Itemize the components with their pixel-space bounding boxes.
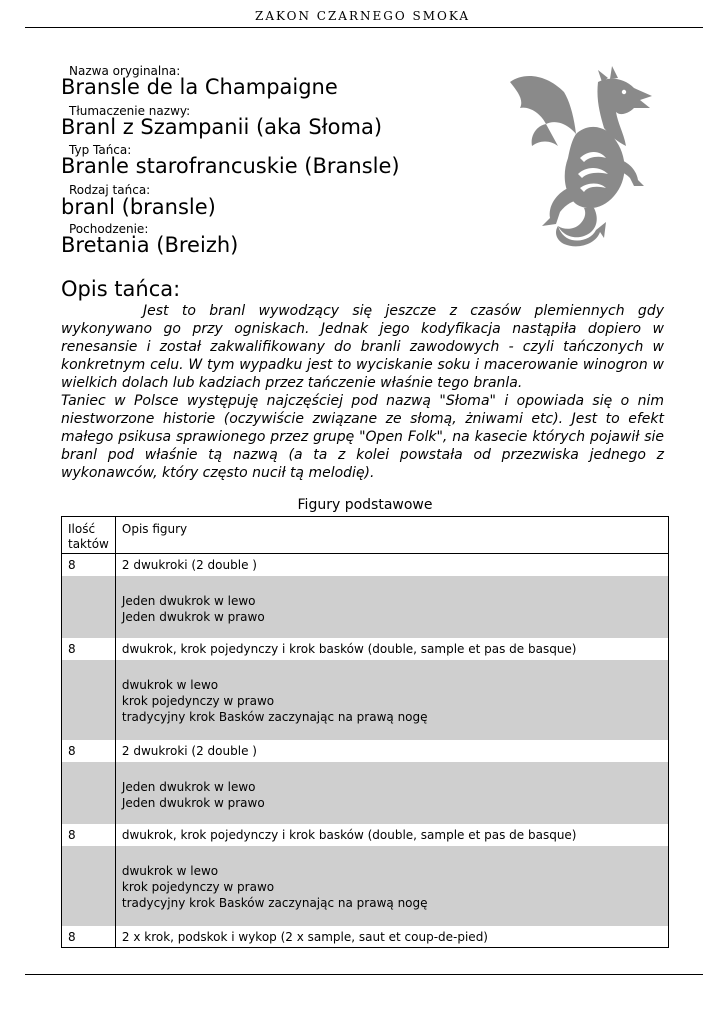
- table-detail-row: [62, 846, 669, 926]
- measures-count: 8: [62, 824, 116, 846]
- header-measures-line-1: Ilość: [68, 522, 96, 536]
- figure-details: [115, 762, 668, 824]
- page-header-title: ZAKON CZARNEGO SMOKA: [254, 9, 470, 23]
- table-row: [62, 740, 669, 762]
- footer-rule: [25, 974, 703, 975]
- dance-type-value: Branle starofrancuskie (Bransle): [61, 154, 400, 178]
- detail-line: dwukrok w lewo: [121, 863, 219, 878]
- header-rule: [25, 27, 703, 28]
- measures-count: 8: [62, 740, 116, 762]
- measures-count: 8: [62, 926, 116, 948]
- description-title: Opis tańca:: [61, 277, 181, 301]
- original-name-value: Bransle de la Champaigne: [61, 75, 338, 99]
- figure-description: dwukrok, krok pojedynczy i krok basków (double, sample et pas de basque): [115, 824, 668, 846]
- detail-line: Jeden dwukrok w lewo: [121, 779, 256, 794]
- description-paragraph-1: Jest to branl wywodzący się jeszcze z czasów plemiennych gdy wykonywano go przy ogniskach. Jednak jego kodyfikacja nastąpiła dopiero w renesansie i został zakwalifikowany do branli zawodowych - czyli tańczonych w konkretnym celu. W tym wypadku jest to wyciskanie soku i macerowanie winogron w wielkich dolach lub kadziach przez tańczenie właśnie tego branla.: [61, 303, 664, 391]
- header-figure-description: Opis figury: [115, 517, 668, 554]
- figure-description: dwukrok, krok pojedynczy i krok basków (double, sample et pas de basque): [115, 638, 668, 660]
- detail-line: Jeden dwukrok w prawo: [121, 795, 265, 810]
- detail-spacer: [62, 762, 116, 824]
- detail-spacer: [62, 846, 116, 926]
- original-name-label: Nazwa oryginalna:: [69, 64, 181, 78]
- origin-label: Pochodzenie:: [69, 222, 149, 236]
- header-measures-line-2: taktów: [68, 537, 109, 551]
- detail-line: Jeden dwukrok w lewo: [121, 593, 256, 608]
- detail-spacer: [62, 660, 116, 740]
- origin-value: Bretania (Breizh): [61, 233, 239, 257]
- figure-description: 2 dwukroki (2 double ): [115, 554, 668, 576]
- dance-kind-value: branl (bransle): [61, 195, 216, 219]
- figure-description: 2 dwukroki (2 double ): [115, 740, 668, 762]
- figure-details: [115, 660, 668, 740]
- table-header-row: [62, 517, 669, 554]
- table-row: [62, 926, 669, 948]
- figures-table: [61, 516, 669, 948]
- header-measures: [62, 517, 116, 554]
- detail-line: dwukrok w lewo: [121, 677, 219, 692]
- dance-type-label: Typ Tańca:: [69, 143, 132, 157]
- figure-details: [115, 846, 668, 926]
- table-row: [62, 638, 669, 660]
- table-detail-row: [62, 576, 669, 638]
- translation-value: Branl z Szampanii (aka Słoma): [61, 115, 383, 139]
- figures-table-caption: Figury podstawowe: [297, 497, 433, 513]
- dance-description: [61, 302, 664, 482]
- description-paragraph-2: Taniec w Polsce występuję najczęściej pod nazwą "Słoma" i opowiada się o nim niestworzone historie (oczywiście związane ze słomą, żniwami etc). Jest to efekt małego psikusa sprawionego przez grupę "Open Folk", na kasecie których pojawił sie branl pod właśnie tą nazwą (a ta z kolei powstała od przezwiska jednego z wykonawców, który często nucił tą melodię).: [61, 393, 664, 481]
- detail-line: krok pojedynczy w prawo: [121, 879, 275, 894]
- figure-description: 2 x krok, podskok i wykop (2 x sample, saut et coup-de-pied): [115, 926, 668, 948]
- table-detail-row: [62, 660, 669, 740]
- detail-line: tradycyjny krok Basków zaczynając na prawą nogę: [121, 895, 428, 910]
- detail-line: Jeden dwukrok w prawo: [121, 609, 265, 624]
- detail-spacer: [62, 576, 116, 638]
- table-row: [62, 824, 669, 846]
- table-detail-row: [62, 762, 669, 824]
- figure-details: [115, 576, 668, 638]
- measures-count: 8: [62, 554, 116, 576]
- measures-count: 8: [62, 638, 116, 660]
- detail-line: tradycyjny krok Basków zaczynając na prawą nogę: [121, 709, 428, 724]
- dragon-logo-icon: [506, 62, 654, 250]
- dance-kind-label: Rodzaj tańca:: [69, 183, 151, 197]
- table-row: [62, 554, 669, 576]
- translation-label: Tłumaczenie nazwy:: [69, 104, 191, 118]
- detail-line: krok pojedynczy w prawo: [121, 693, 275, 708]
